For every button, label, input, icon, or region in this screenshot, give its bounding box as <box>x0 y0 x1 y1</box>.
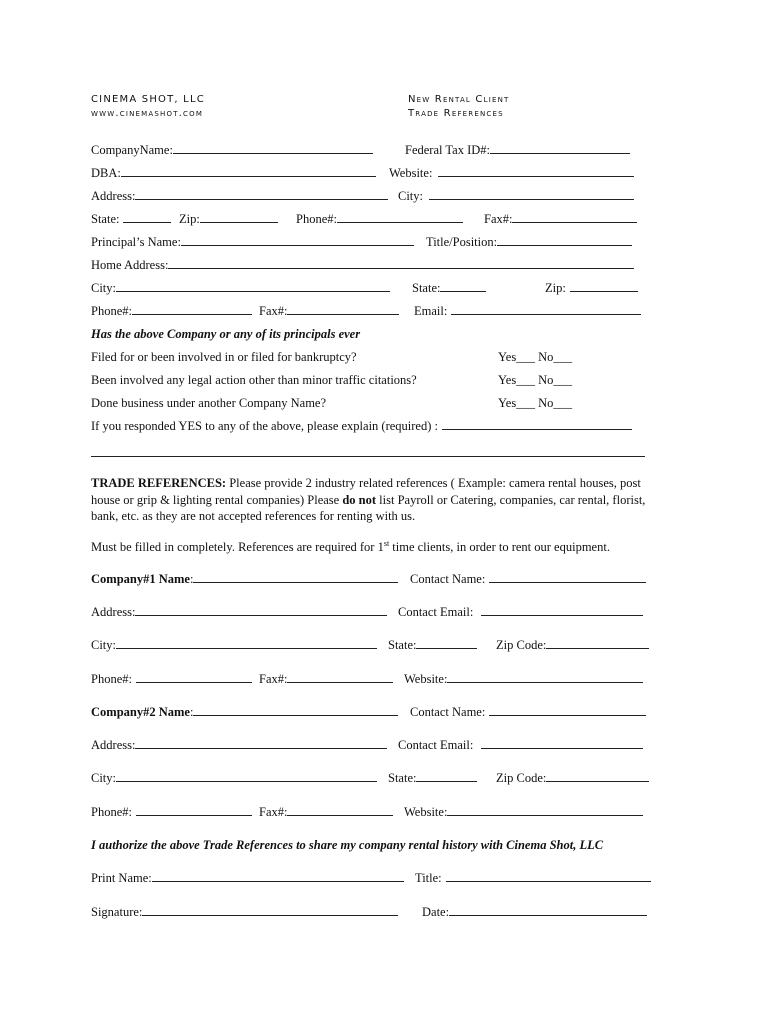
phone-field[interactable] <box>296 212 463 227</box>
ref2-contact-email-label: Contact Email: <box>398 738 474 752</box>
dba-label: DBA: <box>91 166 121 180</box>
do-not-emphasis: do not <box>342 492 377 507</box>
ref1-fax-field[interactable] <box>259 672 393 687</box>
title-position-label: Title/Position: <box>426 235 498 249</box>
ref1-fax-label: Fax#: <box>259 672 288 686</box>
question-legal-action: Been involved any legal action other than minor traffic citations? <box>91 373 417 387</box>
zip-label: Zip: <box>179 212 200 226</box>
signature-label: Signature: <box>91 905 143 919</box>
question-bankruptcy: Filed for or been involved in or filed for bankruptcy? <box>91 350 357 364</box>
email-label: Email: <box>414 304 448 318</box>
state2-label: State: <box>412 281 441 295</box>
company-name-label: CompanyName: <box>91 143 173 157</box>
ref1-website-field[interactable] <box>404 672 643 687</box>
company-website-header: www.cinemashot.com <box>91 108 204 119</box>
state-label: State: <box>91 212 120 226</box>
questions-heading: Has the above Company or any of its principals ever <box>91 327 361 341</box>
state-field[interactable] <box>91 212 171 227</box>
ref1-zip-field[interactable] <box>496 638 649 653</box>
ref2-company-label: Company#2 Name <box>91 705 190 719</box>
city-field[interactable] <box>398 189 634 204</box>
date-label: Date: <box>422 905 450 919</box>
ref1-address-label: Address: <box>91 605 136 619</box>
title-label: Title: <box>415 871 442 885</box>
yes-no-other-name[interactable]: Yes___ No___ <box>498 396 573 410</box>
address-field[interactable] <box>91 189 388 204</box>
ref2-phone-field[interactable] <box>91 805 252 820</box>
ref2-company-field[interactable] <box>91 705 398 720</box>
signature-field[interactable] <box>91 905 398 920</box>
zip2-label: Zip: <box>545 281 566 295</box>
ref2-city-label: City: <box>91 771 117 785</box>
principal-name-label: Principal’s Name: <box>91 235 181 249</box>
ref2-city-field[interactable] <box>91 771 377 786</box>
yes-no-bankruptcy[interactable]: Yes___ No___ <box>498 350 573 364</box>
ref2-contact-name-field[interactable] <box>410 705 646 720</box>
explain-label: If you responded YES to any of the above, please explain (required) : <box>91 419 438 433</box>
website-field[interactable] <box>389 166 634 181</box>
ref2-contact-name-label: Contact Name: <box>410 705 486 719</box>
question-other-name: Done business under another Company Name? <box>91 396 327 410</box>
ref1-contact-name-field[interactable] <box>410 572 646 587</box>
ref1-company-colon: : <box>189 572 194 586</box>
ref2-fax-label: Fax#: <box>259 805 288 819</box>
trade-intro-part-b: list Payroll or Catering, companies, car rental, florist, bank, etc. as they are not accepted references for renting with us. <box>91 492 646 523</box>
explain-field[interactable] <box>91 419 632 434</box>
home-address-field[interactable] <box>91 258 634 273</box>
ref1-city-label: City: <box>91 638 117 652</box>
ref1-website-label: Website: <box>404 672 448 686</box>
city2-label: City: <box>91 281 117 295</box>
website-label: Website: <box>389 166 433 180</box>
date-field[interactable] <box>422 905 647 920</box>
company-name-header: CINEMA SHOT, LLC <box>91 94 205 105</box>
ref1-phone-field[interactable] <box>91 672 252 687</box>
title-field[interactable] <box>415 871 651 886</box>
state2-field[interactable] <box>412 281 486 296</box>
phone2-field[interactable] <box>91 304 252 319</box>
ref1-contact-email-field[interactable] <box>398 605 643 620</box>
form-subtitle: Trade References <box>408 108 504 119</box>
ref2-zip-label: Zip Code: <box>496 771 547 785</box>
city-label: City: <box>398 189 424 203</box>
print-name-field[interactable] <box>91 871 404 886</box>
ref2-address-label: Address: <box>91 738 136 752</box>
ref2-website-field[interactable] <box>404 805 643 820</box>
form-title: New Rental Client <box>408 94 510 105</box>
must-fill-notice <box>91 539 610 555</box>
ref1-address-field[interactable] <box>91 605 387 620</box>
ref1-contact-name-label: Contact Name: <box>410 572 486 586</box>
ref1-city-field[interactable] <box>91 638 377 653</box>
zip2-field[interactable] <box>545 281 638 296</box>
ref1-state-field[interactable] <box>388 638 477 653</box>
explain-line-2[interactable] <box>91 456 645 457</box>
must-fill-text-a: Must be filled in completely. References are required for 1 <box>91 540 384 555</box>
ref2-address-field[interactable] <box>91 738 387 753</box>
ref2-fax-field[interactable] <box>259 805 393 820</box>
fax2-field[interactable] <box>259 304 399 319</box>
phone2-label: Phone#: <box>91 304 132 318</box>
ref1-phone-label: Phone#: <box>91 672 132 686</box>
title-position-field[interactable] <box>426 235 632 250</box>
fax2-label: Fax#: <box>259 304 288 318</box>
federal-tax-label: Federal Tax ID#: <box>405 143 490 157</box>
ref2-company-colon: : <box>189 705 194 719</box>
fax-field[interactable] <box>484 212 637 227</box>
ref2-contact-email-field[interactable] <box>398 738 643 753</box>
ref1-state-label: State: <box>388 638 417 652</box>
ref1-company-field[interactable] <box>91 572 398 587</box>
ref2-state-field[interactable] <box>388 771 477 786</box>
ref2-phone-label: Phone#: <box>91 805 132 819</box>
city2-field[interactable] <box>91 281 390 296</box>
print-name-label: Print Name: <box>91 871 152 885</box>
dba-field[interactable] <box>91 166 376 181</box>
email-field[interactable] <box>414 304 641 319</box>
principal-name-field[interactable] <box>91 235 414 250</box>
address-label: Address: <box>91 189 136 203</box>
home-address-label: Home Address: <box>91 258 169 272</box>
must-fill-sup: st <box>383 539 390 548</box>
company-name-field[interactable] <box>91 143 373 158</box>
yes-no-legal-action[interactable]: Yes___ No___ <box>498 373 573 387</box>
authorization-statement: I authorize the above Trade References to share my company rental history with Cinema Shot, LLC <box>91 838 604 852</box>
ref2-website-label: Website: <box>404 805 448 819</box>
federal-tax-field[interactable] <box>405 143 630 158</box>
ref1-company-label: Company#1 Name <box>91 572 190 586</box>
must-fill-text-b: time clients, in order to rent our equipment. <box>389 540 610 555</box>
trade-intro-part-a: Please provide 2 industry related references ( Example: camera rental houses, post house or grip & lighting rental companies) Please <box>91 476 641 507</box>
phone-label: Phone#: <box>296 212 337 226</box>
trade-references-intro <box>91 475 671 525</box>
ref1-contact-email-label: Contact Email: <box>398 605 474 619</box>
fax-label: Fax#: <box>484 212 513 226</box>
ref1-zip-label: Zip Code: <box>496 638 547 652</box>
ref2-zip-field[interactable] <box>496 771 649 786</box>
zip-field[interactable] <box>179 212 278 227</box>
ref2-state-label: State: <box>388 771 417 785</box>
trade-references-heading: TRADE REFERENCES: <box>91 476 227 490</box>
